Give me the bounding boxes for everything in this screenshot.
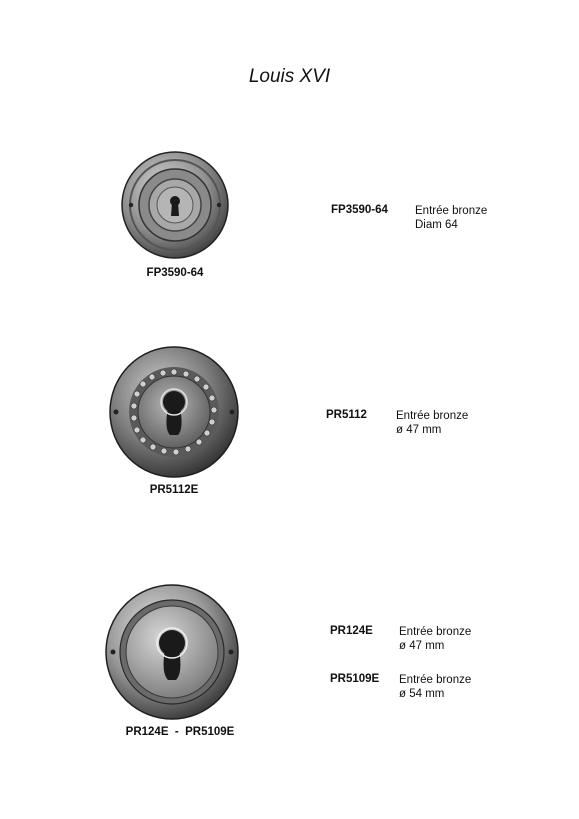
- escutcheon-photo-fp3590-64: [120, 150, 230, 260]
- description-line: ø 47 mm: [396, 424, 442, 436]
- product-code: PR124E: [330, 625, 373, 637]
- product-description: [399, 625, 471, 653]
- description-line: Entrée bronze: [399, 674, 472, 686]
- description-line: Diam 64: [415, 219, 458, 231]
- description-line: Entrée bronze: [399, 626, 472, 638]
- description-line: ø 47 mm: [399, 640, 445, 652]
- page-title: Louis XVI: [248, 66, 331, 87]
- product-description: [396, 409, 468, 437]
- product-caption: FP3590-64: [146, 267, 204, 279]
- escutcheon-photo-pr5112e: [108, 345, 240, 479]
- description-line: Entrée bronze: [415, 205, 488, 217]
- product-code: PR5109E: [330, 673, 380, 685]
- product-caption: PR5112E: [149, 484, 199, 496]
- product-code: PR5112: [326, 409, 367, 421]
- description-line: ø 54 mm: [399, 688, 445, 700]
- escutcheon-photo-pr124e-pr5109e: [104, 583, 240, 721]
- product-description: [415, 204, 487, 232]
- product-caption: PR124E - PR5109E: [125, 726, 235, 738]
- product-code: FP3590-64: [331, 204, 388, 216]
- description-line: Entrée bronze: [396, 410, 469, 422]
- product-description: [399, 673, 471, 701]
